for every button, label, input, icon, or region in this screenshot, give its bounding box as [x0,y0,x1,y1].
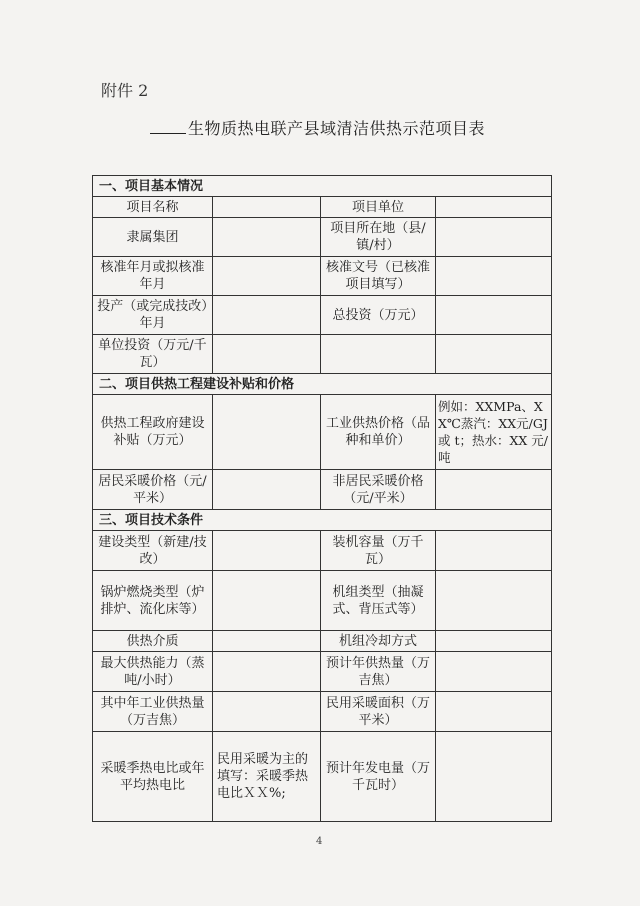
field-value[interactable] [436,218,552,257]
field-value[interactable] [436,197,552,218]
field-value[interactable] [436,652,552,692]
table-row [93,631,552,652]
page-number: 4 [316,836,323,847]
section-header-subsidy [93,374,552,395]
field-label: 建设类型（新建/技改） [93,531,213,571]
field-label: 非居民采暖价格（元/平米） [321,470,436,510]
field-label: 项目所在地（县/镇/村） [321,218,436,257]
table-row [93,197,552,218]
field-label: 居民采暖价格（元/平米） [93,470,213,510]
title-blank[interactable] [150,119,186,134]
table-row [93,395,552,470]
table-row [93,692,552,732]
field-label: 项目单位 [321,197,436,218]
field-label: 工业供热价格（品种和单价） [321,395,436,470]
field-label: 投产（或完成技改）年月 [93,296,213,335]
field-value-example[interactable]: 例如：XXMPa、XX℃蒸汽：XX元/GJ 或 t；热水：XX 元/吨 [436,395,552,470]
field-value[interactable] [436,571,552,631]
field-label: 供热工程政府建设补贴（万元） [93,395,213,470]
field-value[interactable] [436,296,552,335]
field-value[interactable] [213,692,321,732]
field-label: 装机容量（万千瓦） [321,531,436,571]
table-row [93,652,552,692]
field-value[interactable] [213,652,321,692]
field-label: 核准文号（已核准项目填写） [321,257,436,296]
field-label: 总投资（万元） [321,296,436,335]
field-value[interactable] [436,257,552,296]
field-value[interactable] [213,257,321,296]
field-label: 机组冷却方式 [321,631,436,652]
field-label: 民用采暖面积（万平米） [321,692,436,732]
field-value[interactable] [213,395,321,470]
field-value[interactable] [213,296,321,335]
field-value[interactable] [436,531,552,571]
field-value[interactable] [213,470,321,510]
table-row [93,531,552,571]
attachment-label: 附件 2 [101,81,149,100]
field-value[interactable] [213,197,321,218]
table-row [93,257,552,296]
field-value[interactable] [213,631,321,652]
table-row [93,335,552,374]
field-label: 单位投资（万元/千瓦） [93,335,213,374]
form-title [150,116,485,139]
field-label: 供热介质 [93,631,213,652]
field-value[interactable] [213,218,321,257]
field-value[interactable] [436,692,552,732]
field-value[interactable] [213,571,321,631]
field-label: 隶属集团 [93,218,213,257]
field-value[interactable] [213,335,321,374]
table-row [93,571,552,631]
field-value[interactable] [436,470,552,510]
section-header-basic [93,176,552,197]
field-value[interactable] [436,335,552,374]
form-title-text: 生物质热电联产县域清洁供热示范项目表 [188,119,486,138]
project-form-table [92,175,552,822]
table-row [93,218,552,257]
field-label: 采暖季热电比或年平均热电比 [93,732,213,822]
table-row [93,296,552,335]
section-header-technical [93,510,552,531]
field-value-note[interactable]: 民用采暖为主的填写：采暖季热电比ＸＸ%; [213,732,321,822]
section-title: 一、项目基本情况 [93,176,552,197]
field-value[interactable] [436,732,552,822]
field-label: 机组类型（抽凝式、背压式等） [321,571,436,631]
field-label: 预计年供热量（万吉焦） [321,652,436,692]
table-row [93,732,552,822]
field-label: 其中年工业供热量（万吉焦） [93,692,213,732]
section-title: 二、项目供热工程建设补贴和价格 [93,374,552,395]
table-row [93,470,552,510]
field-label: 项目名称 [93,197,213,218]
field-value[interactable] [213,531,321,571]
field-label: 核准年月或拟核准年月 [93,257,213,296]
field-label: 最大供热能力（蒸吨/小时） [93,652,213,692]
field-value[interactable] [436,631,552,652]
section-title: 三、项目技术条件 [93,510,552,531]
field-label [321,335,436,374]
field-label: 锅炉燃烧类型（炉排炉、流化床等） [93,571,213,631]
field-label: 预计年发电量（万千瓦时） [321,732,436,822]
